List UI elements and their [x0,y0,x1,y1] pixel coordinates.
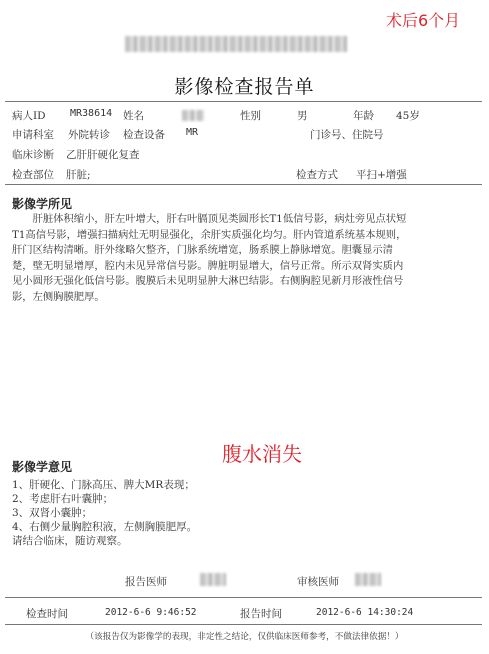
findings-line: 肝脏体积缩小，肝左叶增大，肝右叶膈顶见类圆形长T1低信号影，病灶旁见点状短 [12,213,407,225]
exam-time-label: 检查时间 [26,608,68,620]
dept-value: 外院转诊 [68,129,110,141]
sex-value: 男 [297,110,308,122]
impression-item: 2、考虑肝右叶囊肿； [12,493,114,505]
review-doctor-redacted [355,573,381,586]
report-time-label: 报告时间 [240,608,282,620]
annotation-top: 术后6个月 [386,11,461,30]
impression-item: 1、肝硬化、门脉高压、脾大MR表现； [12,479,195,491]
age-value: 45岁 [396,110,420,122]
findings-line: 楚，壁无明显增厚，腔内未见异常信号影。脾脏明显增大，信号正常。所示双肾实质内 [12,259,404,272]
device-value: MR [186,127,199,138]
age-label: 年龄 [353,110,374,122]
disclaimer: （该报告仅为影像学的表现，非定性之结论，仅供临床医师参考，不做法律依据！） [85,632,404,642]
method-label: 检查方式 [296,169,338,181]
report-doctor-label: 报告医师 [125,576,167,588]
findings-line: 见小圆形无强化低信号影。腹膜后未见明显肿大淋巴结影。右侧胸腔见新月形液性信号 [12,275,404,287]
diagnosis-label: 临床诊断 [12,149,54,161]
patient-name-redacted [182,110,204,121]
impression-item: 3、双肾小囊肿； [12,507,93,519]
report-title: 影像检查报告单 [174,76,315,98]
name-label: 姓名 [123,110,144,122]
findings-heading: 影像学所见 [12,197,73,211]
clinic-no-label: 门诊号、住院号 [310,129,384,141]
impression-heading: 影像学意见 [12,460,73,474]
impression-item: 请结合临床，随访观察。 [12,535,128,547]
findings-line: 影，左侧胸膜肥厚。 [12,290,105,303]
part-value: 肝脏; [66,169,91,181]
divider-info [5,184,482,185]
device-label: 检查设备 [123,129,165,141]
review-doctor-label: 审核医师 [297,576,339,588]
divider-top [5,101,482,102]
findings-line: 肝门区结构清晰。肝外缘略欠整齐，门脉系统增宽，肠系膜上静脉增宽。胆囊显示清 [12,244,393,256]
findings-line: T1高信号影，增强扫描病灶无明显强化，余肝实质强化均匀。肝内管道系统基本规则， [12,228,407,241]
patient-id-label: 病人ID [12,110,46,122]
annotation-ascites: 腹水消失 [222,442,302,466]
impression-item: 4、右侧少量胸腔积液，左侧胸膜肥厚。 [12,521,198,533]
patient-id-value: MR38614 [70,108,113,119]
impression-list [12,478,452,548]
divider-bottom [5,624,482,625]
dept-label: 申请科室 [12,129,54,141]
divider-footer [5,597,482,598]
report-time-value: 2012-6-6 14:30:24 [316,607,414,618]
hospital-name-redacted [125,36,347,52]
report-doctor-redacted [200,573,226,586]
method-value: 平扫+增强 [356,169,407,181]
findings-text [12,212,478,305]
sex-label: 性别 [240,110,261,122]
diagnosis-value: 乙肝肝硬化复查 [66,149,140,161]
exam-time-value: 2012-6-6 9:46:52 [105,607,197,618]
part-label: 检查部位 [12,169,54,181]
